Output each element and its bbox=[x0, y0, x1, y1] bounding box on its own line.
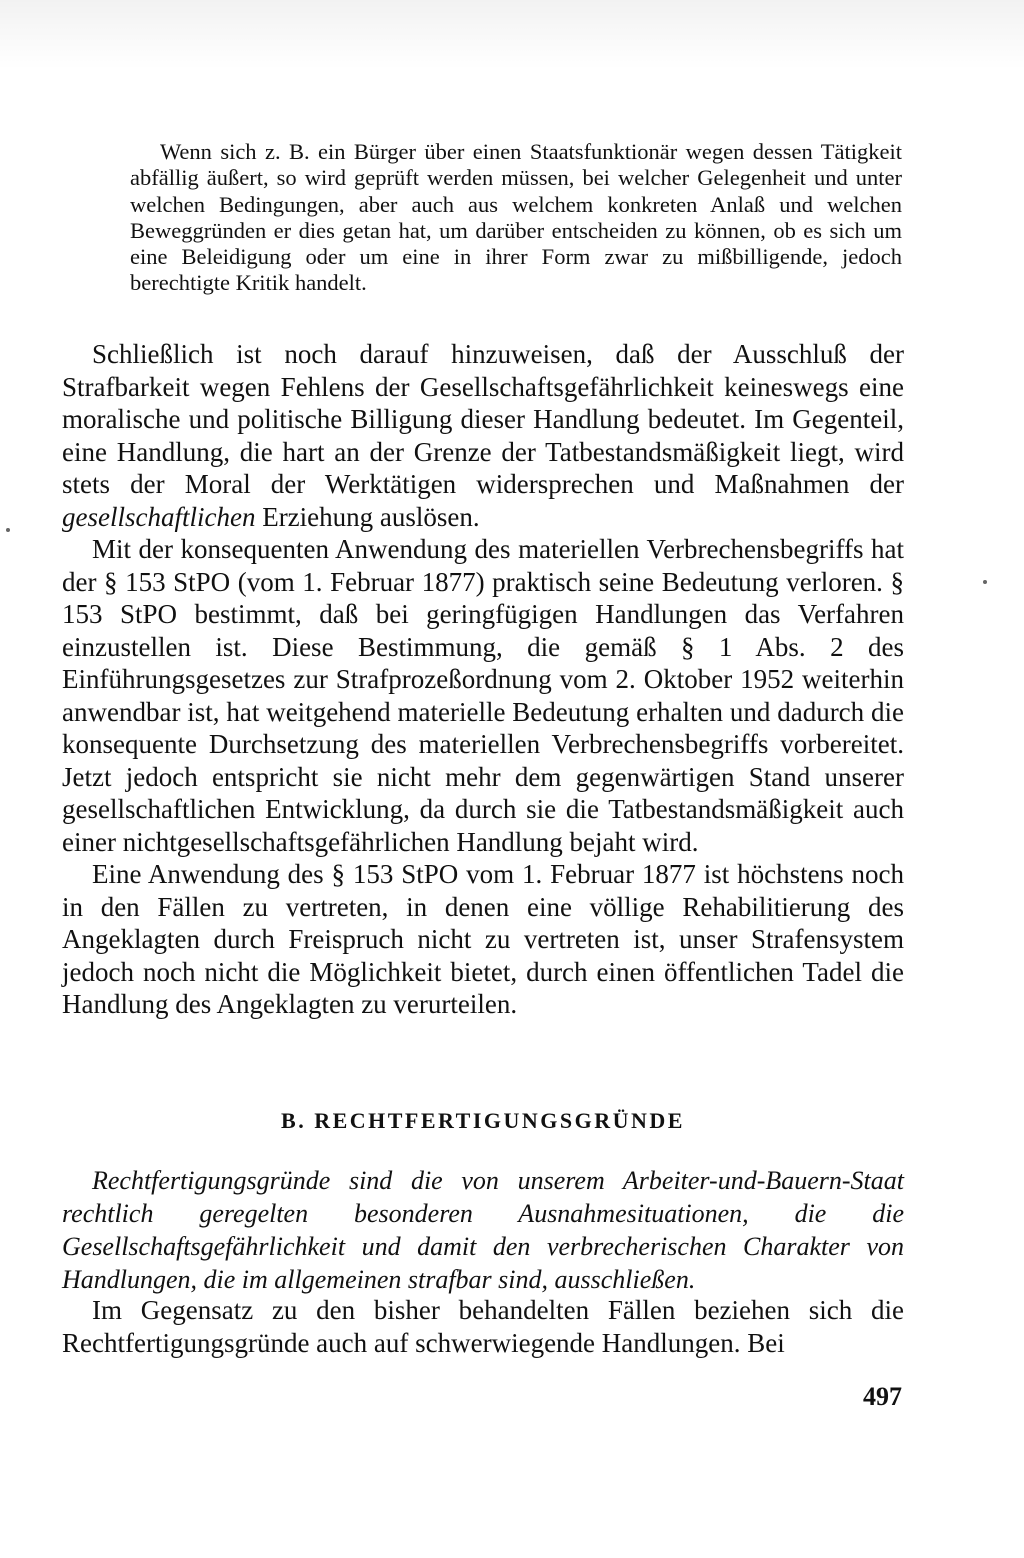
continuation-block bbox=[62, 1294, 904, 1359]
scan-edge-noise bbox=[0, 0, 1024, 70]
scan-speck bbox=[983, 580, 987, 584]
definition-block bbox=[62, 1164, 904, 1296]
paragraph-1-text-b: Erziehung auslösen. bbox=[255, 501, 480, 532]
main-body-text bbox=[62, 338, 904, 1021]
continuation-text: Im Gegensatz zu den bisher behandelten Fällen beziehen sich die Rechtfertigungsgründe auch auf schwerwiegende Handlungen. Bei bbox=[62, 1295, 904, 1358]
definition-text: Rechtfertigungsgründe sind die von unserem Arbeiter-und-Bauern-Staat rechtlich geregelten besonderen Ausnahmesituationen, die die Gesellschaftsgefährlichkeit und damit den verbrecherischen Charakter von Handlungen, die im allgemeinen strafbar sind, ausschließen. bbox=[62, 1166, 904, 1294]
page-number: 497 bbox=[863, 1382, 902, 1411]
paragraph-1-emphasis: gesellschaftlichen bbox=[62, 501, 256, 532]
paragraph-2: Mit der konsequenten Anwendung des materiellen Verbrechensbegriffs hat der § 153 StPO (vom 1. Februar 1877) praktisch seine Bedeutung verloren. § 153 StPO bestimmt, daß bei geringfügigen Handlungen das Verfahren einzustellen ist. Diese Bestimmung, die gemäß § 1 Abs. 2 des Einführungsgesetzes zur Strafprozeßordnung vom 2. Oktober 1952 weiterhin anwendbar ist, hat weitgehend materielle Bedeutung erhalten und dadurch die konsequente Durchsetzung des materiellen Verbrechensbegriffs vorbereitet. Jetzt jedoch entspricht sie nicht mehr dem gegenwärtigen Stand unserer gesellschaftlichen Entwicklung, da durch sie die Tatbestandsmäßigkeit auch einer nichtgesellschaftsgefährlichen Handlung bejaht wird. bbox=[62, 534, 904, 857]
scan-speck bbox=[6, 528, 10, 532]
paragraph-1-text-a: Schließlich ist noch darauf hinzuweisen, daß der Ausschluß der Strafbarkeit wegen Fehlens der Gesellschaftsgefährlichkeit keineswegs eine moralische und politische Billigung dieser Handlung bedeutet. Im Gegenteil, eine Handlung, die hart an der Grenze der Tatbestandsmäßigkeit liegt, wird stets der Moral der Werktätigen widersprechen und Maßnahmen der bbox=[62, 339, 904, 499]
quote-text: Wenn sich z. B. ein Bürger über einen Staatsfunktionär wegen dessen Tätigkeit abfällig äußert, so wird geprüft werden müssen, bei welcher Gelegenheit und unter welchen Bedingungen, aber auch aus welchem konkreten Anlaß und welchen Beweggründen er dies getan hat, um darüber entscheiden zu können, ob es sich um eine Beleidigung oder um eine in ihrer Form zwar zu mißbilligende, jedoch berechtigte Kritik handelt. bbox=[130, 139, 902, 296]
section-heading: B. RECHTFERTIGUNGSGRÜNDE bbox=[281, 1108, 685, 1133]
paragraph-3: Eine Anwendung des § 153 StPO vom 1. Februar 1877 ist höchstens noch in den Fällen zu vertreten, in denen eine völlige Rehabilitierung des Angeklagten durch Freispruch nicht zu vertreten ist, unser Strafensystem jedoch noch nicht die Möglichkeit bietet, durch einen öffentlichen Tadel die Handlung des Angeklagten zu verurteilen. bbox=[62, 859, 904, 1019]
paragraph-1 bbox=[62, 338, 904, 533]
indented-example-quote bbox=[130, 139, 902, 297]
